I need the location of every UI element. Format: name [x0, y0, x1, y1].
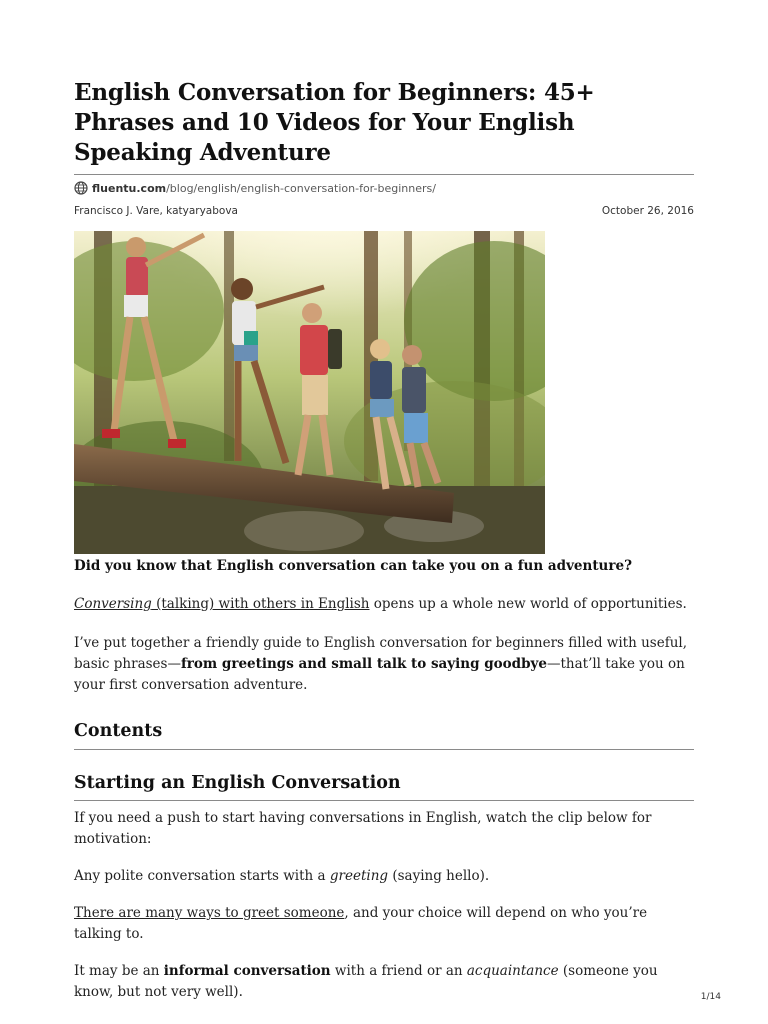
intro-paragraph-2-b: —that’ll take you on your first conversation adventure. [74, 656, 685, 693]
byline [74, 205, 694, 217]
hero-image [74, 231, 545, 554]
body-paragraph-5-text: , and your choice will depend on who you’re talking to. [74, 905, 648, 942]
body-paragraph-3: If you need a push to start having conversations in English, watch the clip below for motivation: [74, 810, 652, 847]
globe-icon [74, 181, 88, 195]
intro-paragraph-1-text: opens up a whole new world of opportunities. [369, 596, 687, 612]
body-paragraph-4 [74, 866, 694, 887]
article-title: English Conversation for Beginners: 45+ Phrases and 10 Videos for Your English Speaking Adventure [74, 79, 595, 166]
body-paragraph-5 [74, 903, 694, 945]
body-paragraph-6-b: with a friend or an [330, 963, 467, 979]
informal-conversation-term: informal conversation [163, 963, 331, 979]
conversing-link[interactable]: Conversing [74, 596, 152, 612]
title-divider [74, 174, 694, 175]
greeting-term: greeting [329, 868, 389, 884]
body-paragraph-4-a: Any polite conversation starts with a [74, 868, 330, 884]
source-domain[interactable]: fluentu.com [92, 181, 167, 195]
document-page [74, 78, 694, 1003]
source-line [74, 180, 694, 196]
greet-someone-link[interactable]: There are many ways to greet someone [74, 905, 345, 921]
authors: Francisco J. Vare, katyaryabova [74, 205, 238, 217]
starting-divider [74, 800, 694, 801]
body-paragraph-6-c: (someone you know, but not very well). [74, 963, 658, 1000]
page-number: 1/14 [700, 992, 721, 1002]
body-paragraph-6-a: It may be an [74, 963, 164, 979]
intro-paragraph-1 [74, 594, 694, 615]
source-path[interactable]: /blog/english/english-conversation-for-beginners/ [166, 181, 436, 195]
publish-date: October 26, 2016 [601, 205, 694, 217]
starting-heading: Starting an English Conversation [74, 773, 401, 793]
intro-lead: Did you know that English conversation can take you on a fun adventure? [74, 558, 632, 574]
body-paragraph-4-b: (saying hello). [388, 868, 490, 884]
body-paragraph-6 [74, 961, 694, 1003]
intro-paragraph-2 [74, 633, 694, 696]
contents-divider [74, 749, 694, 750]
contents-heading: Contents [74, 721, 163, 741]
acquaintance-term: acquaintance [466, 963, 559, 979]
talking-link[interactable]: (talking) with others in English [151, 596, 370, 612]
intro-paragraph-2-bold: from greetings and small talk to saying goodbye [180, 656, 547, 672]
intro-paragraph-2-a: I’ve put together a friendly guide to English conversation for beginners filled with useful, basic phrases— [74, 635, 688, 672]
